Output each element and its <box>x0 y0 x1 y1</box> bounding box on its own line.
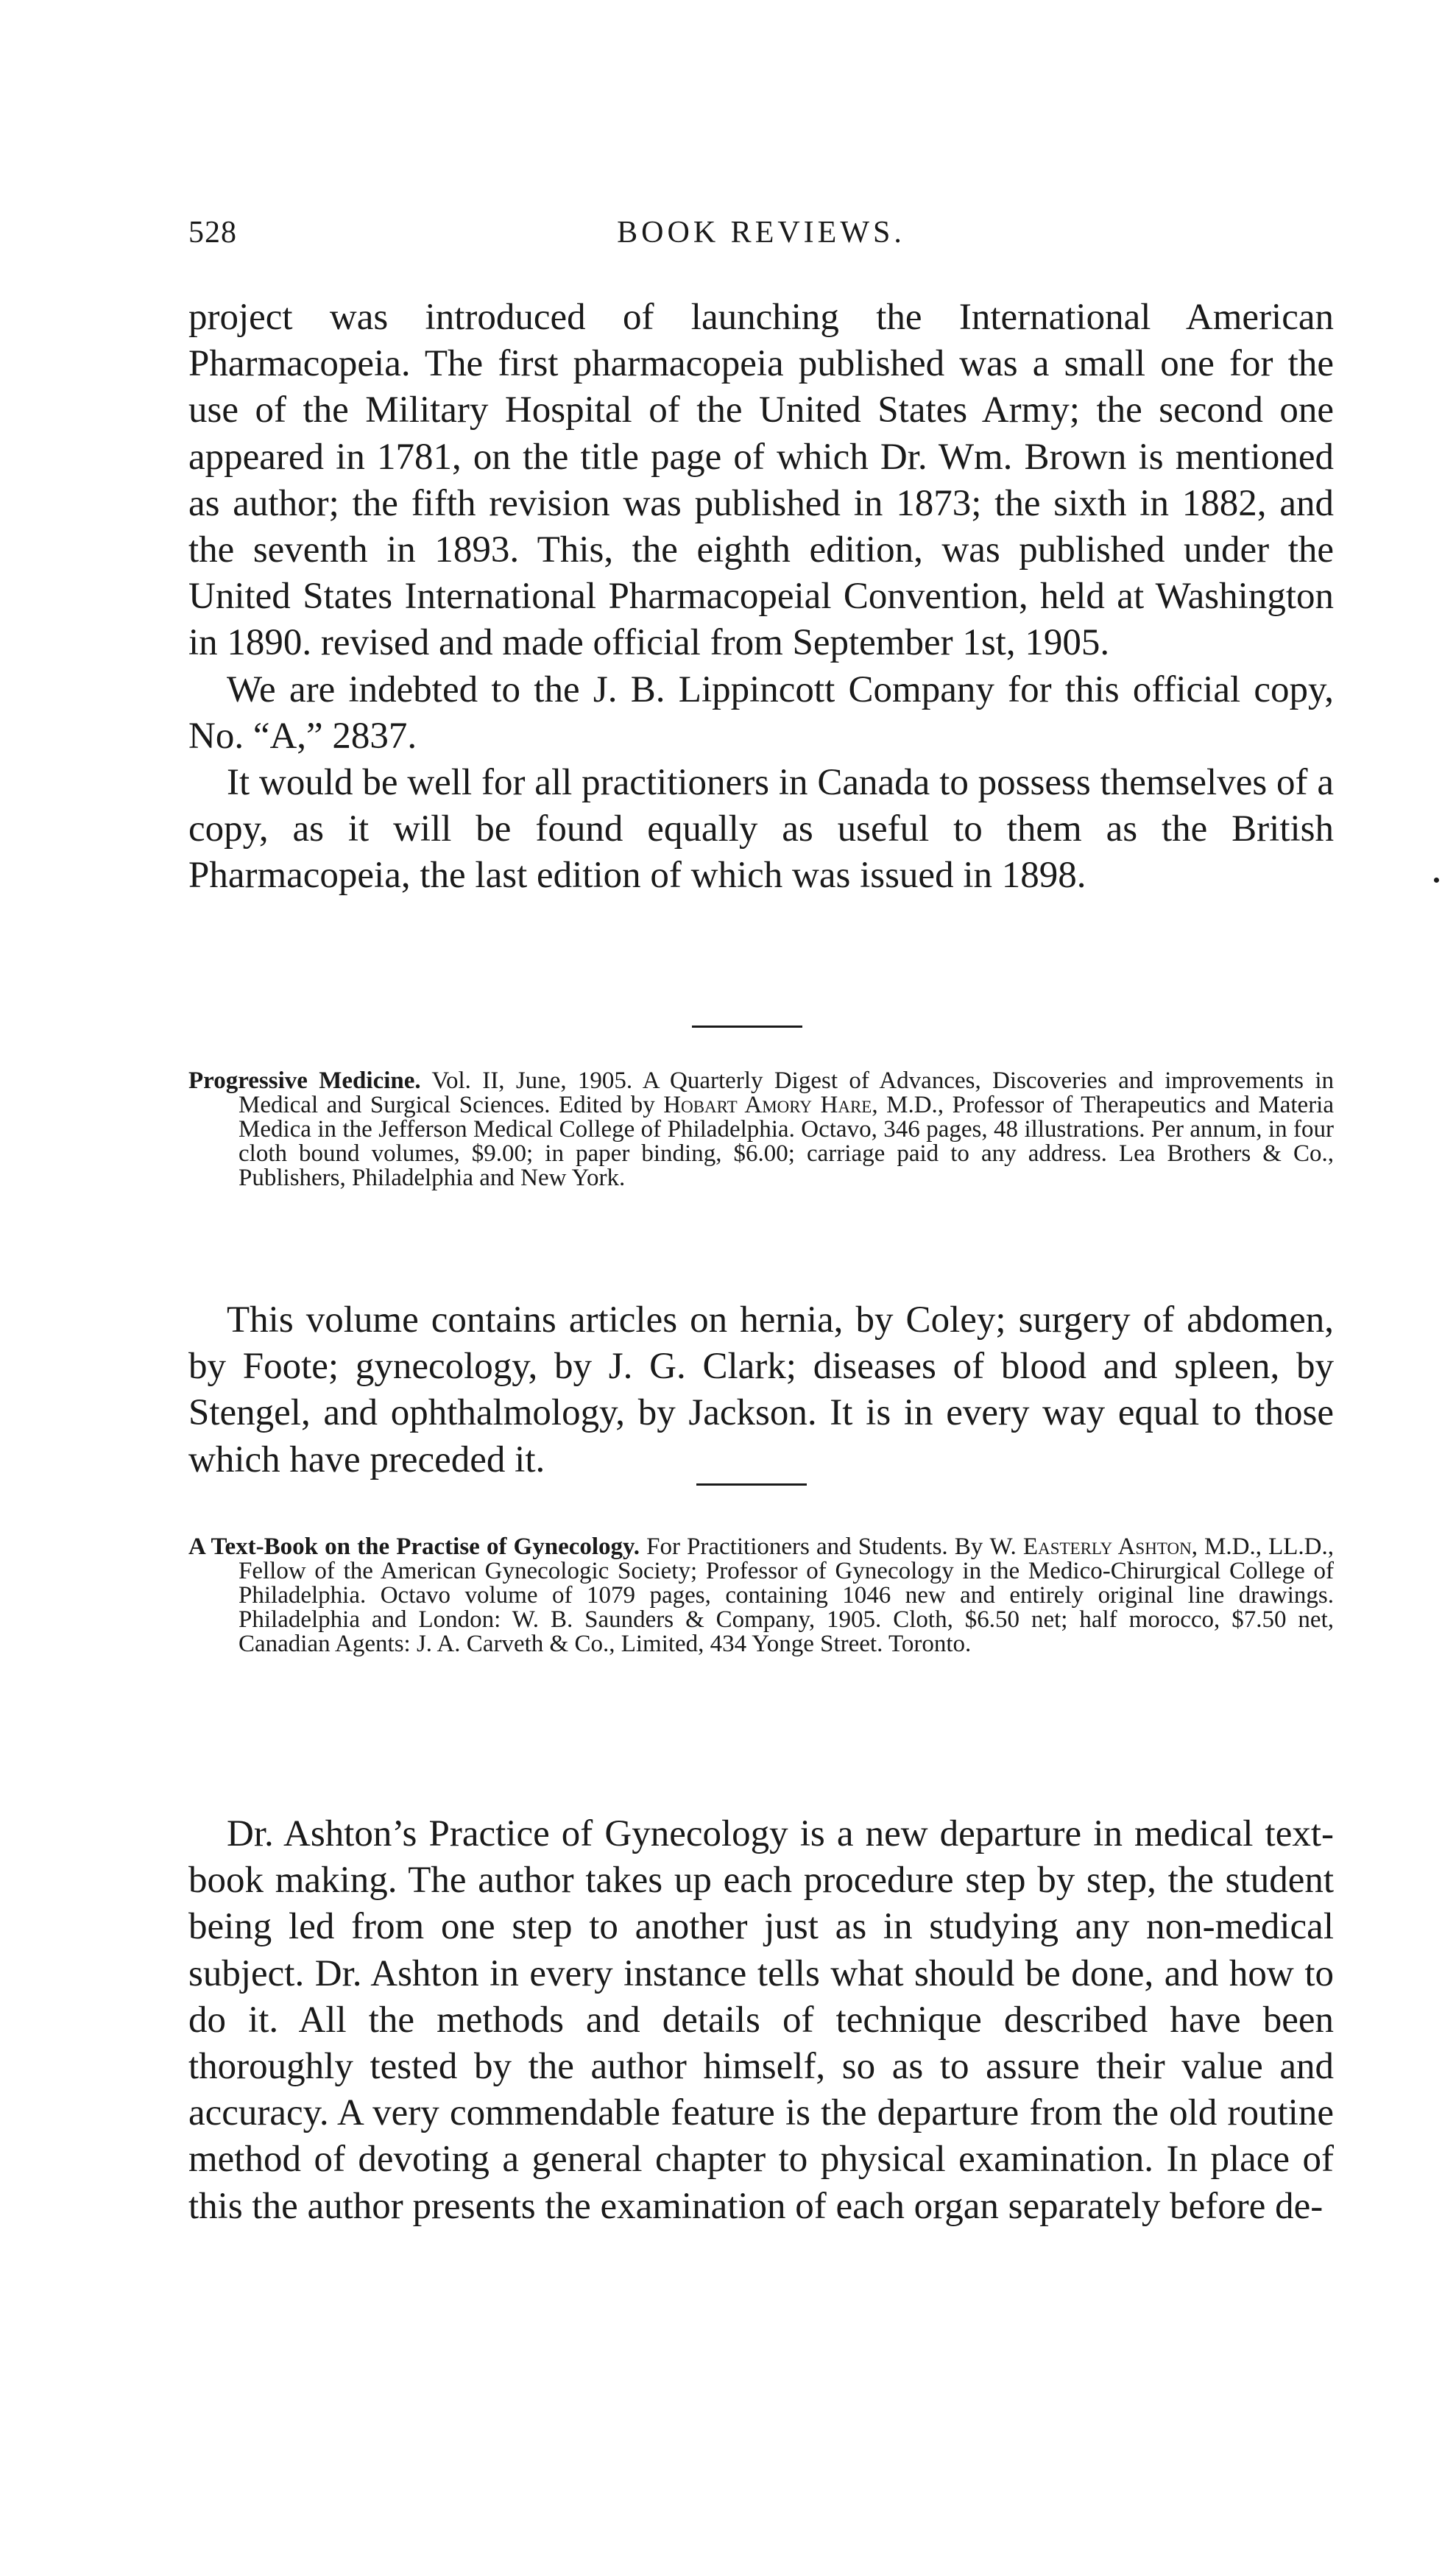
reference-text: , M.D., Professor of Therapeutics and Materia Medica in the Jefferson Medical College of Philadelphia. Octavo, 346 pages, 48 illustrations. Per annum, in four cloth bound volumes, $9.00; in paper binding, $6.00; carriage paid to any address. Lea Brothers & Co., Publishers, Philadelphia and New York. <box>238 1092 1334 1191</box>
reference-text: For Practitioners and Students. By <box>646 1533 983 1560</box>
review-reference-gynecology <box>188 1535 1334 1656</box>
review-reference-progressive-medicine <box>188 1069 1334 1190</box>
reference-editor: Hobart Amory Hare <box>663 1092 872 1118</box>
reference-author: W. Easterly Ashton <box>989 1533 1192 1560</box>
margin-mark <box>1434 878 1439 883</box>
reference-title: A Text-Book on the Practise of Gynecology. <box>188 1533 640 1560</box>
paragraph: Dr. Ashton’s Practice of Gynecology is a new departure in medical text-book making. The author takes up each procedure step by step, the student being led from one step to another just as in studying any non-medical subject. Dr. Ashton in every instance tells what should be done, and how to do it. All the methods and details of technique described have been thoroughly tested by the author himself, so as to assure their value and accuracy. A very commendable feature is the departure from the old routine method of devoting a general chapter to physical examination. In place of this the author presents the examination of each organ separately before de- <box>188 1813 1334 2227</box>
section-divider <box>692 1026 802 1028</box>
reference-text: Vol. II, June, 1905. A Quarterly Digest of Advances, Discoveries and improvements in Medical and Surgical Sciences. Edited by <box>238 1067 1335 1118</box>
reference-text: , M.D., LL.D., Fellow of the American Gynecologic Society; Professor of Gynecology in the Medico-Chirurgical College of Philadelphia. Octavo volume of 1079 pages, containing 1046 new and entirely original line drawings. Philadelphia and London: W. B. Saunders & Company, 1905. Cloth, $6.50 net; half morocco, $7.50 net, Canadian Agents: J. A. Carveth & Co., Limited, 434 Yonge Street. Toronto. <box>238 1533 1335 1657</box>
running-head: BOOK REVIEWS. <box>617 216 905 250</box>
reference-title: Progressive Medicine. <box>188 1067 421 1094</box>
paragraph: This volume contains articles on hernia, by Coley; surgery of abdomen, by Foote; gynecology, by J. G. Clark; diseases of blood and spleen, by Stengel, and ophthalmology, by Jackson. It is in every way equal to those which have preceded it. <box>188 1299 1334 1480</box>
bibliographic-reference <box>188 1069 1334 1190</box>
review-body-gynecology <box>188 1811 1334 2230</box>
bibliographic-reference <box>188 1535 1334 1656</box>
section-divider <box>696 1483 807 1486</box>
page-number: 528 <box>188 216 237 250</box>
paragraph: project was introduced of launching the International American Pharmacopeia. The first pharmacopeia published was a small one for the use of the Military Hospital of the United States Army; the second one appeared in 1781, on the title page of which Dr. Wm. Brown is mentioned as author; the fifth revision was published in 1873; the sixth in 1882, and the seventh in 1893. This, the eighth edition, was published under the United States International Pharmacopeial Convention, held at Washington in 1890. revised and made official from September 1st, 1905. <box>188 297 1334 664</box>
paragraph: It would be well for all practitioners in Canada to possess themselves of a copy, as it will be found equally as useful to them as the British Pharmacopeia, the last edition of which was issued in 1898. <box>188 762 1334 897</box>
page-header <box>188 215 1334 259</box>
review-body-progressive-medicine <box>188 1297 1334 1483</box>
paragraph: We are indebted to the J. B. Lippincott Company for this official copy, No. “A,” 2837. <box>188 668 1334 757</box>
continued-review-text <box>188 294 1334 900</box>
